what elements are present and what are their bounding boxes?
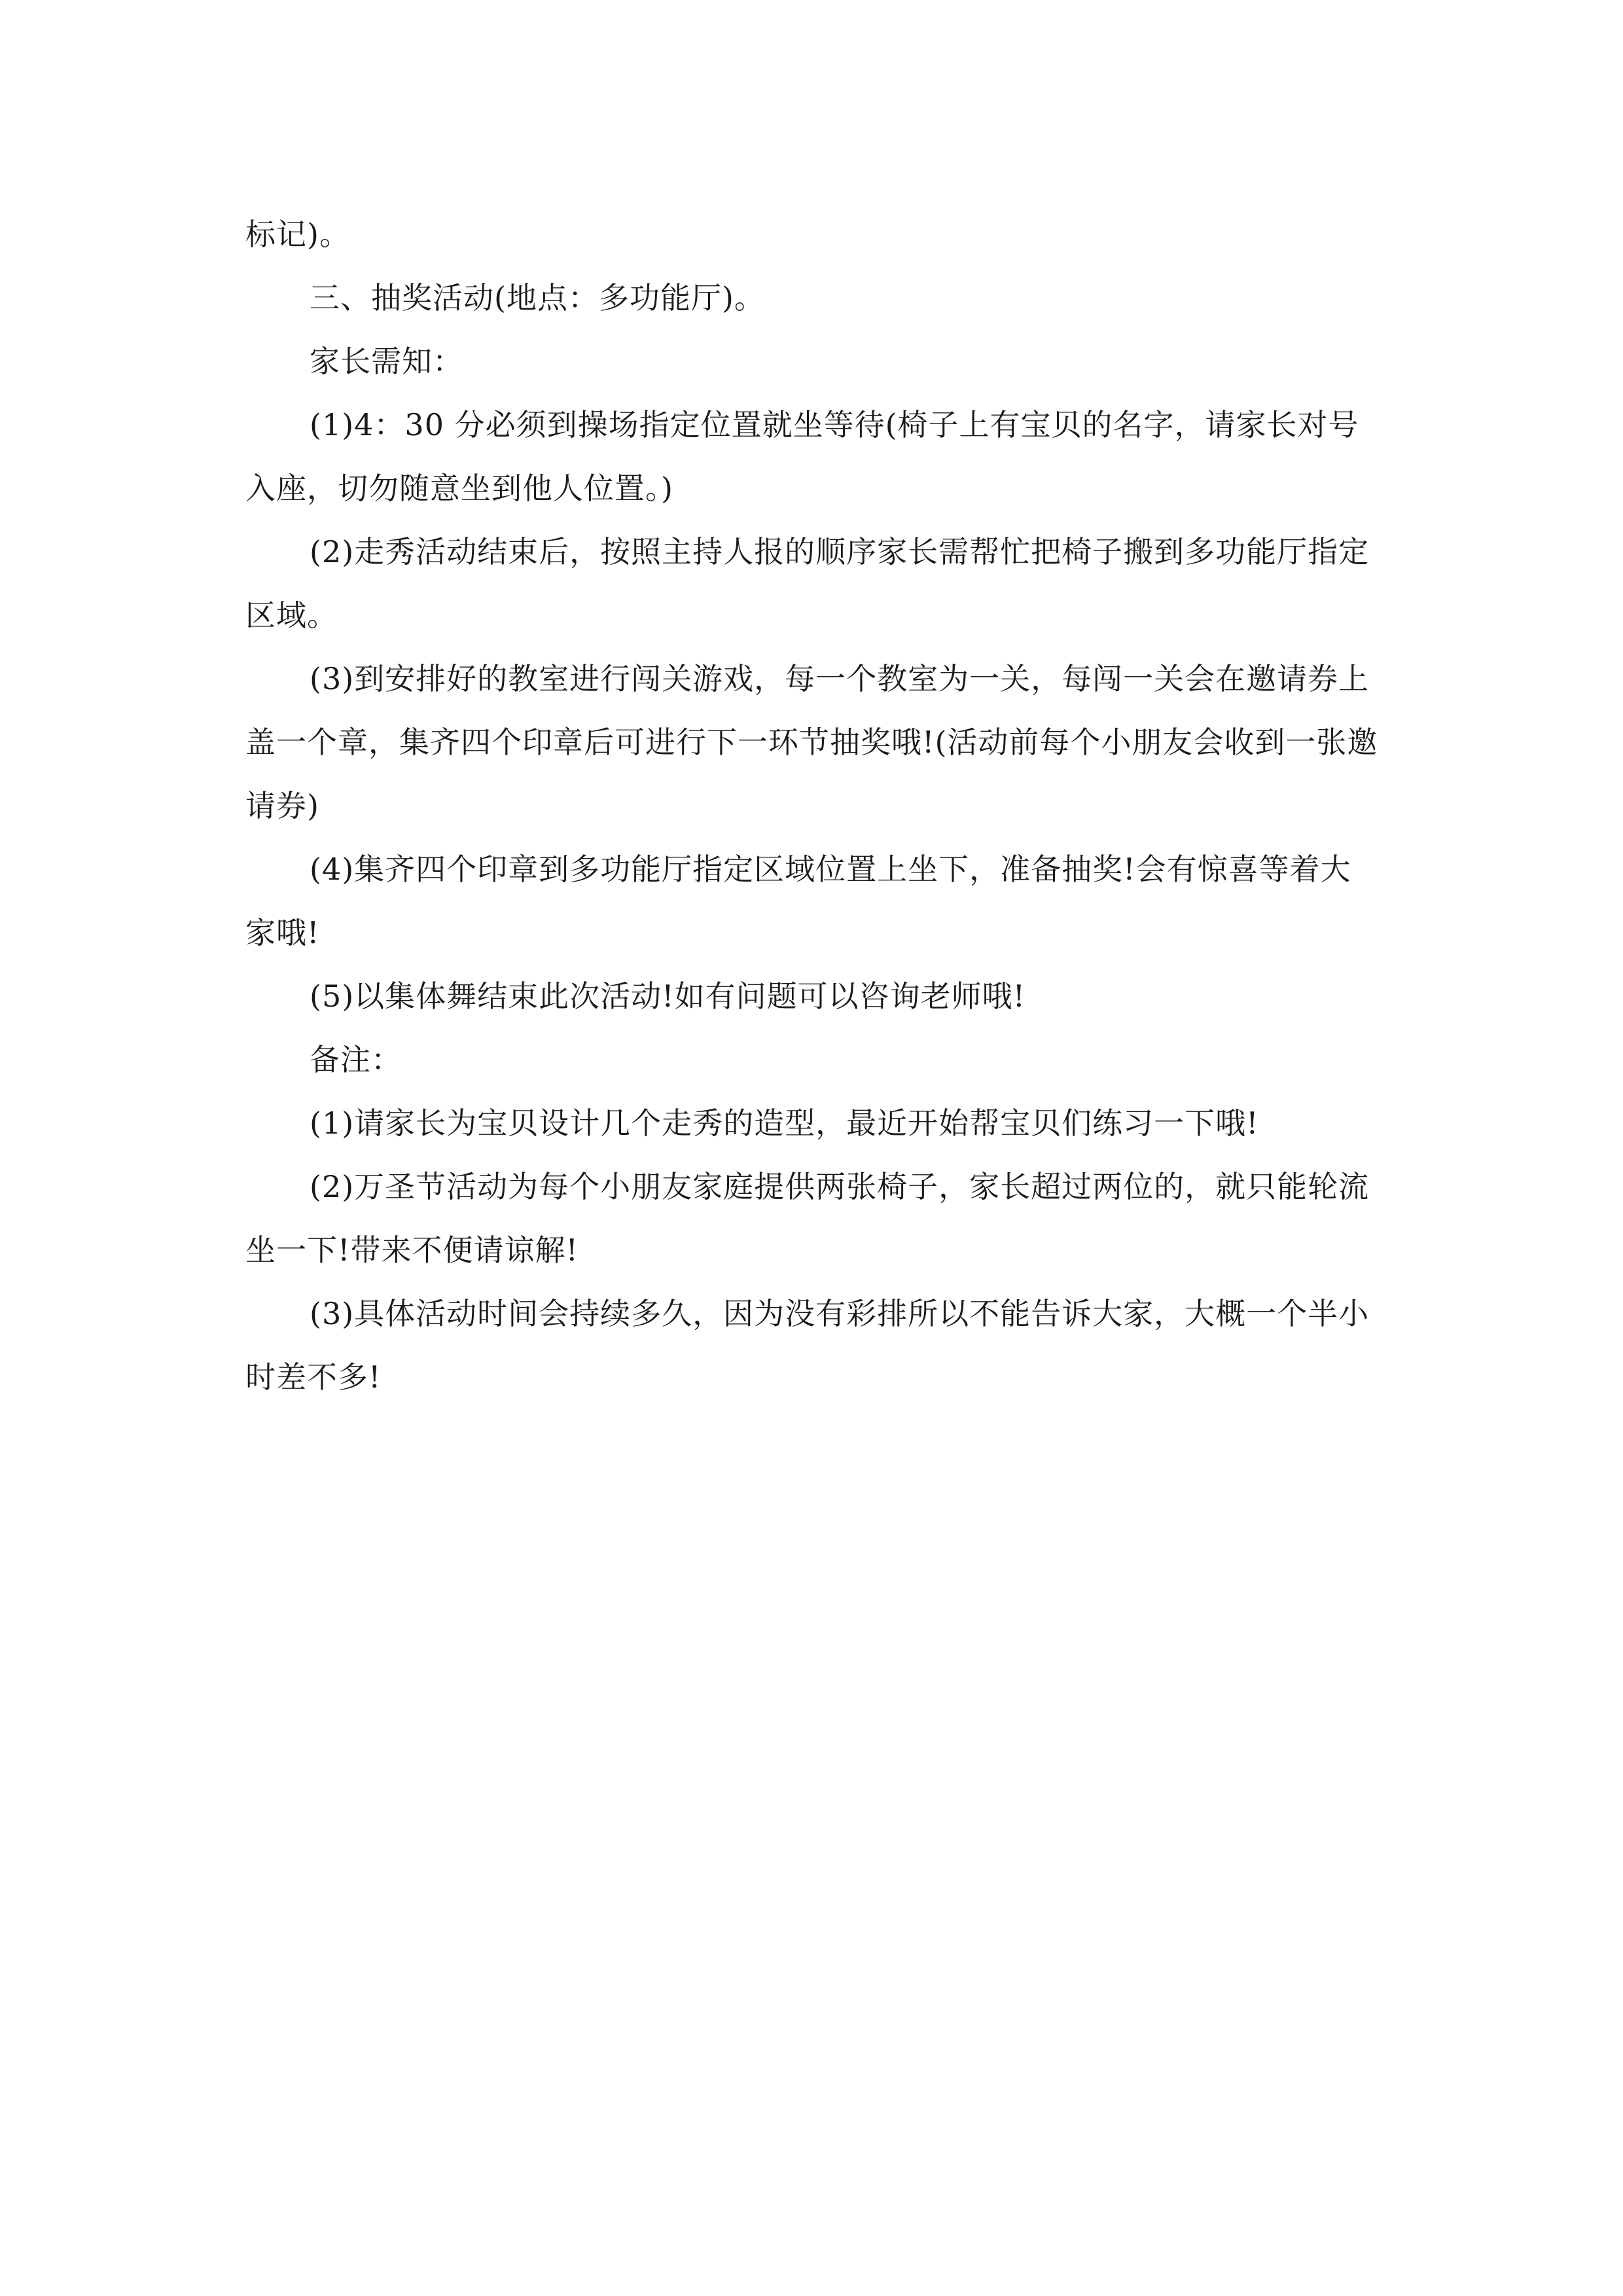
remarks-heading: 备注： xyxy=(310,1042,402,1077)
notice-item-1: (1)4：30 分必须到操场指定位置就坐等待(椅子上有宝贝的名字，请家长对号入座，切勿随意坐到他人位置。) xyxy=(245,407,1359,506)
notice-item-2: (2)走秀活动结束后，按照主持人报的顺序家长需帮忙把椅子搬到多功能厅指定区域。 xyxy=(245,534,1370,633)
remark-item-3: (3)具体活动时间会持续多久，因为没有彩排所以不能告诉大家，大概一个半小时差不多! xyxy=(245,1296,1370,1395)
parent-notice-heading: 家长需知： xyxy=(310,344,463,379)
section-heading-lottery: 三、抽奖活动(地点：多功能厅)。 xyxy=(310,280,765,315)
notice-item-3: (3)到安排好的教室进行闯关游戏，每一个教室为一关，每闯一关会在邀请券上盖一个章，集齐四个印章后可进行下一环节抽奖哦!(活动前每个小朋友会收到一张邀请券) xyxy=(245,661,1378,823)
remark-item-2: (2)万圣节活动为每个小朋友家庭提供两张椅子，家长超过两位的，就只能轮流坐一下!带来不便请谅解! xyxy=(245,1169,1370,1268)
document-body xyxy=(245,203,1381,1409)
paragraph-continuation: 标记)。 xyxy=(245,217,350,252)
remark-item-1: (1)请家长为宝贝设计几个走秀的造型，最近开始帮宝贝们练习一下哦! xyxy=(310,1105,1259,1141)
notice-item-5: (5)以集体舞结束此次活动!如有问题可以咨询老师哦! xyxy=(310,978,1026,1014)
notice-item-4: (4)集齐四个印章到多功能厅指定区域位置上坐下，准备抽奖!会有惊喜等着大家哦! xyxy=(245,852,1351,950)
